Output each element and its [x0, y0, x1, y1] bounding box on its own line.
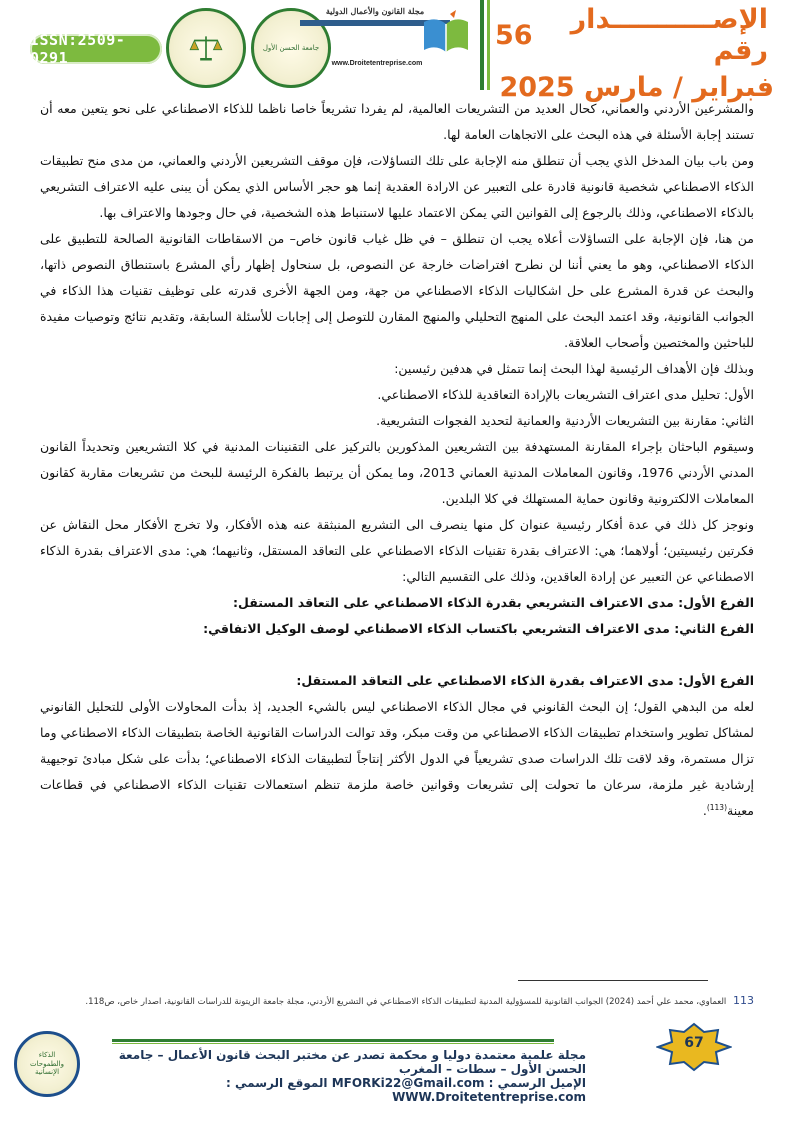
footer-contact: الإميل الرسمي : MFORKi22@Gmail.com الموقع الرسمي : WWW.Droitetentreprise.com [226, 1076, 586, 1104]
page-number: 67 [684, 1035, 704, 1051]
paragraph: وبذلك فإن الأهداف الرئيسية لهذا البحث إنما تتمثل في هدفين رئيسين: [394, 361, 754, 376]
open-book-icon [420, 8, 472, 58]
footnote-reference[interactable]: (113) [706, 802, 728, 812]
objective-second: الثاني: مقارنة بين التشريعات الأردنية والعمانية لتحديد الفجوات التشريعية. [376, 413, 754, 428]
section-heading: الفرع الأول: مدى الاعتراف بقدرة الذكاء الاصطناعي على التعاقد المستقل: [296, 673, 754, 688]
footnote [40, 989, 754, 1014]
outline-item-1: الفرع الأول: مدى الاعتراف التشريعي بقدرة الذكاء الاصطناعي على التعاقد المستقل: [233, 595, 754, 610]
footnote-text: العماوي، محمد علي أحمد (2024) الجوانب القانونية للمسؤولية المدنية لتطبيقات الذكاء الاصطناعي في التشريع الأردني، مجلة جامعة الزيتونة للدراسات القانونية، اصدار خاص، ص118. [85, 997, 727, 1007]
paragraph: من هنا، فإن الإجابة على التساؤلات أعلاه يجب ان تنطلق – في ظل غياب قانون خاص– من الاسقاطات القانونية الصالحة للتطبيق على الذكاء الاصطناعي، وهو ما يعني أننا لن نطرح افتراضات خارجة عن النصوص، بل سنحاول إظهار رأي المشرع باستنطاق النصوص ذاتها، والبحث عن قدرة المشرع على حل اشكاليات الذكاء الاصطناعي من جهة، ومن الجهة الأخرى قدرته على توظيف تقنيات هذا الذكاء في الجوانب القانونية، وقد اعتمد البحث على المنهج التحليلي والمنهج المقارن للتوصل إلى إجابات للأسئلة السابقة، وتقديم نتائج وتوصيات مفيدة للباحثين والمختصين وأصحاب العلاقة. [40, 231, 754, 350]
paragraph: ونوجز كل ذلك في عدة أفكار رئيسية عنوان كل منها ينصرف الى التشريع المنبثقة عنه هذه الأفكار، ولا تخرج الأفكار محل النقاش عن فكرتين رئيسيتين؛ أولاهما؛ هي: الاعتراف بقدرة تقنيات الذكاء الاصطناعي على التعاقد المستقل، وثانيهما؛ هي: مدى الاعتراف بقدرة الذكاء الاصطناعي عن التعبير عن إرادة العاقدين، وذلك على التقسيم التالي: [40, 517, 754, 584]
header-divider [480, 0, 484, 90]
footer-seal-logo [14, 1031, 80, 1097]
paragraph: والمشرعين الأردني والعماني، كحال العديد من التشريعات العالمية، لم يفردا تشريعاً خاصا ناظما للذكاء الاصطناعي على نحو يتعين معه أن تستند إجابة الأسئلة في هذه البحث على الاتجاهات العامة لها. [40, 101, 754, 142]
section-spacer [40, 642, 754, 668]
lab-logo [166, 8, 246, 88]
paragraph: وسيقوم الباحثان بإجراء المقارنة المستهدفة بين التشريعين المذكورين بالتركيز على التقنينات المدنية في كلا التشريعين وتحديداً القانون المدني الأردني 1976، وقانون المعاملات المدنية العماني 2013، وما يمكن أن يرتبط بالفكرة الرئيسة للبحث من تشريعات مقاربة كقانون المعاملات الالكترونية وقانون حماية المستهلك في كلا البلدين. [40, 439, 754, 506]
journal-website: www.Droitetentreprise.com [331, 60, 423, 67]
issue-number: 56 [495, 19, 533, 51]
issue-block [495, 2, 780, 103]
outline-item-2: الفرع الثاني: مدى الاعتراف التشريعي باكتساب الذكاء الاصطناعي لوصف الوكيل الاتفاقي: [203, 621, 754, 636]
paragraph: ومن باب بيان المدخل الذي يجب أن تنطلق منه الإجابة على تلك التساؤلات، فإن موقف التشريعين الأردني والعماني، من مدى منح تطبيقات الذكاء الاصطناعي شخصية قانونية قادرة على التعبير عن الارادة العقدية إنما هو حجر الأساس الذي يمكن أن يبنى عليه الاعتراف التشريعي بالذكاء الاصطناعي، وذلك بالرجوع إلى القوانين التي يمكن الاعتماد عليها لاستنباط هذه الشخصية، في حال وجودها والاعتراف بها. [40, 153, 754, 220]
footer-rule-accent [112, 1043, 554, 1044]
footer-journal-description: مجلة علمية معتمدة دوليا و محكمة تصدر عن مختبر البحث قانون الأعمال – جامعة الحسن الأول – سطات – المغرب [118, 1048, 586, 1076]
header-divider-accent [487, 0, 490, 90]
footnote-number: 113 [733, 994, 754, 1007]
issue-label: الإصـــــــــــدار رقم [570, 4, 768, 66]
footer-rule [112, 1039, 554, 1042]
issn-badge: ISSN:2509-0291 [30, 34, 162, 64]
issue-date: فبراير / مارس 2025 [499, 72, 774, 103]
section-paragraph-text: لعله من البدهي القول؛ إن البحث القانوني في مجال الذكاء الاصطناعي ليس بالشيء الجديد، إذ بدأت المحاولات الأولى للتحليل القانوني لمشاكل تطوير واستخدام تطبيقات الذكاء الاصطناعي من وقت مبكر، وقد توالت الدراسات القانونية الخاصة بتطبيقات الذكاء الاصطناعي وما تزال مستمرة، وقد لاقت تلك الدراسات صدى تشريعياً في الدول الأكثر إنتاجاً لتطبيقات الذكاء الاصطناعي؛ بدأت على شكل مبادئ توجيهية إرشادية غير ملزمة، سرعان ما تحولت إلى تشريعات وقوانين خاصة ملزمة تنظم استعمالات تقنيات الذكاء الاصطناعي في قطاعات معينة [40, 699, 754, 818]
page-header [0, 0, 794, 103]
objective-first: الأول: تحليل مدى اعتراف التشريعات بالإرادة التعاقدية للذكاء الاصطناعي. [377, 387, 754, 402]
faculty-logo-text: جامعة الحسن الأول [262, 43, 320, 52]
footnote-separator [518, 980, 708, 981]
footer-seal-text: الذكاء والطموحات الإنسانية [30, 1051, 64, 1077]
journal-title: مجلة القانون والأعمال الدولية [325, 6, 425, 16]
scales-icon [189, 33, 223, 63]
article-body [40, 96, 754, 824]
section-paragraph: لعله من البدهي القول؛ إن البحث القانوني في مجال الذكاء الاصطناعي ليس بالشيء الجديد، إذ بدأت المحاولات الأولى للتحليل القانوني لمشاكل تطوير واستخدام تطبيقات الذكاء الاصطناعي من وقت مبكر، وقد توالت الدراسات القانونية الخاصة بتطبيقات الذكاء الاصطناعي وما تزال مستمرة، وقد لاقت تلك الدراسات صدى تشريعياً في الدول الأكثر إنتاجاً لتطبيقات الذكاء الاصطناعي؛ بدأت على شكل مبادئ توجيهية إرشادية غير ملزمة، سرعان ما تحولت إلى تشريعات وقوانين خاصة ملزمة تنظم استعمالات تقنيات الذكاء الاصطناعي في قطاعات معينة$^{(113)}$. [40, 699, 754, 818]
